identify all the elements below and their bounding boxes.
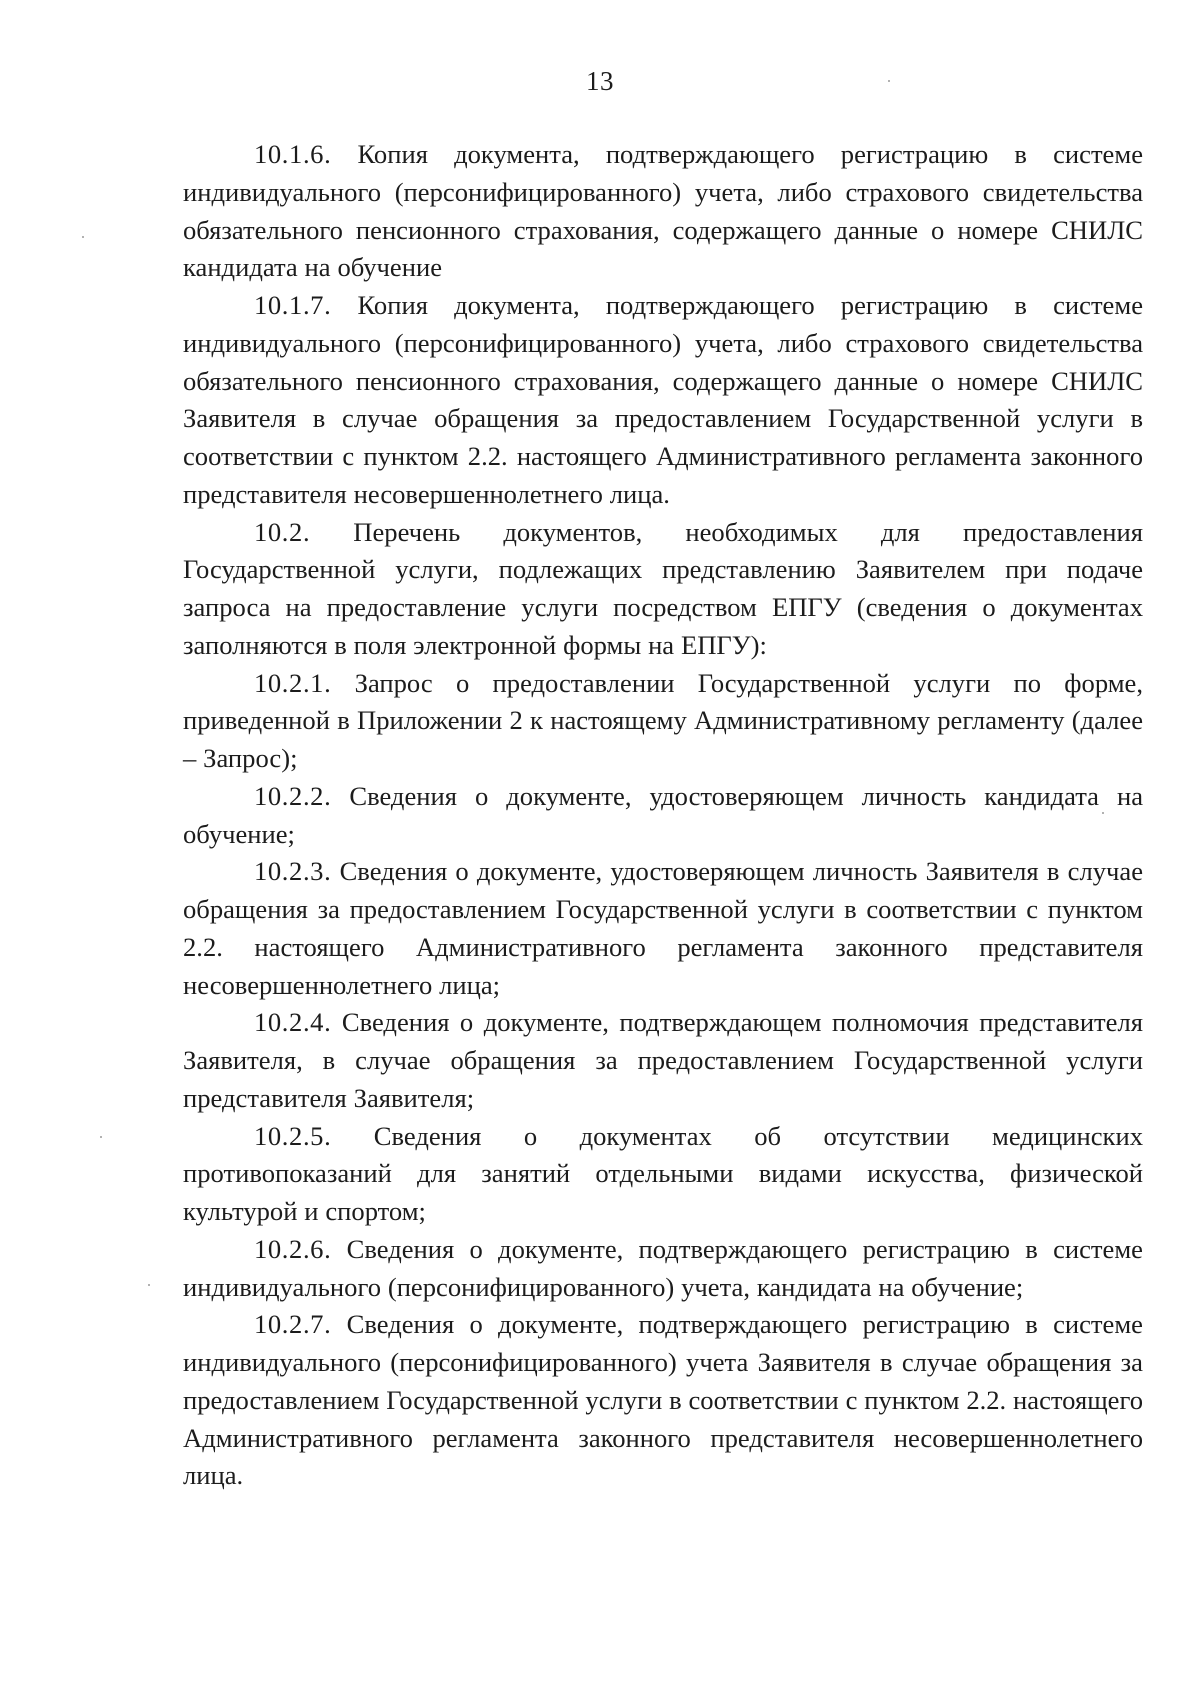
scan-speck (82, 236, 84, 238)
paragraph-10-1-7 (183, 287, 1143, 514)
clause-text: Перечень документов, необходимых для предоставления Государственной услуги, подлежащих представлению Заявителем при подаче запроса на предоставление услуги посредством ЕПГУ (сведения о документах заполняются в поля электронной формы на ЕПГУ): (183, 516, 1143, 660)
document-body (183, 136, 1143, 1495)
clause-number: 10.2.1. (254, 667, 332, 698)
paragraph-10-2-5 (183, 1118, 1143, 1231)
paragraph-10-2-7 (183, 1306, 1143, 1495)
clause-number: 10.2.5. (254, 1120, 332, 1151)
clause-text: Сведения о документе, удостоверяющем личность кандидата на обучение; (183, 780, 1144, 849)
clause-text: Копия документа, подтверждающего регистрацию в системе индивидуального (персонифицированного) учета, либо страхового свидетельства обязательного пенсионного страхования, содержащего данные о номере СНИЛС кандидата на обучение (183, 139, 1143, 283)
clause-text: Сведения о документе, подтверждающего регистрацию в системе индивидуального (персонифицированного) учета Заявителя в случае обращения за предоставлением Государственной услуги в соответствии с пунктом 2.2. настоящего Административного регламента законного представителя несовершеннолетнего лица. (183, 1309, 1144, 1491)
clause-text: Сведения о документе, удостоверяющем личность Заявителя в случае обращения за предоставлением Государственной услуги в соответствии с пунктом 2.2. настоящего Административного регламента законного представителя несовершеннолетнего лица; (183, 856, 1143, 1000)
clause-text: Копия документа, подтверждающего регистрацию в системе индивидуального (персонифицированного) учета, либо страхового свидетельства обязательного пенсионного страхования, содержащего данные о номере СНИЛС Заявителя в случае обращения за предоставлением Государственной услуги в соответствии с пунктом 2.2. настоящего Административного регламента законного представителя несовершеннолетнего лица. (183, 290, 1143, 509)
scan-speck (148, 1284, 150, 1286)
clause-number: 10.2.3. (254, 856, 332, 887)
scan-speck (100, 1136, 102, 1138)
paragraph-10-1-6 (183, 136, 1143, 287)
paragraph-10-2 (183, 514, 1143, 665)
clause-number: 10.2.2. (254, 780, 332, 811)
scan-speck (888, 80, 890, 82)
clause-text: Сведения о документе, подтверждающем полномочия представителя Заявителя, в случае обращения за предоставлением Государственной услуги представителя Заявителя; (183, 1007, 1143, 1113)
clause-text: Сведения о документе, подтверждающего регистрацию в системе индивидуального (персонифицированного) учета, кандидата на обучение; (183, 1233, 1143, 1302)
clause-number: 10.2.7. (254, 1309, 332, 1340)
page-number: 13 (586, 66, 614, 96)
clause-number: 10.2.6. (254, 1233, 332, 1264)
paragraph-10-2-4 (183, 1004, 1143, 1117)
clause-text: Запрос о предоставлении Государственной услуги по форме, приведенной в Приложении 2 к настоящему Административному регламенту (далее – Запрос); (183, 667, 1143, 773)
clause-number: 10.2. (254, 516, 311, 547)
paragraph-10-2-3 (183, 853, 1143, 1004)
paragraph-10-2-6 (183, 1231, 1143, 1307)
scan-speck (1102, 812, 1104, 814)
paragraph-10-2-1 (183, 665, 1143, 778)
clause-number: 10.2.4. (254, 1007, 332, 1038)
clause-number: 10.1.6. (254, 139, 332, 169)
clause-text: Сведения о документах об отсутствии медицинских противопоказаний для занятий отдельными видами искусства, физической культурой и спортом; (183, 1120, 1143, 1226)
paragraph-10-2-2 (183, 778, 1143, 854)
clause-number: 10.1.7. (254, 290, 332, 320)
